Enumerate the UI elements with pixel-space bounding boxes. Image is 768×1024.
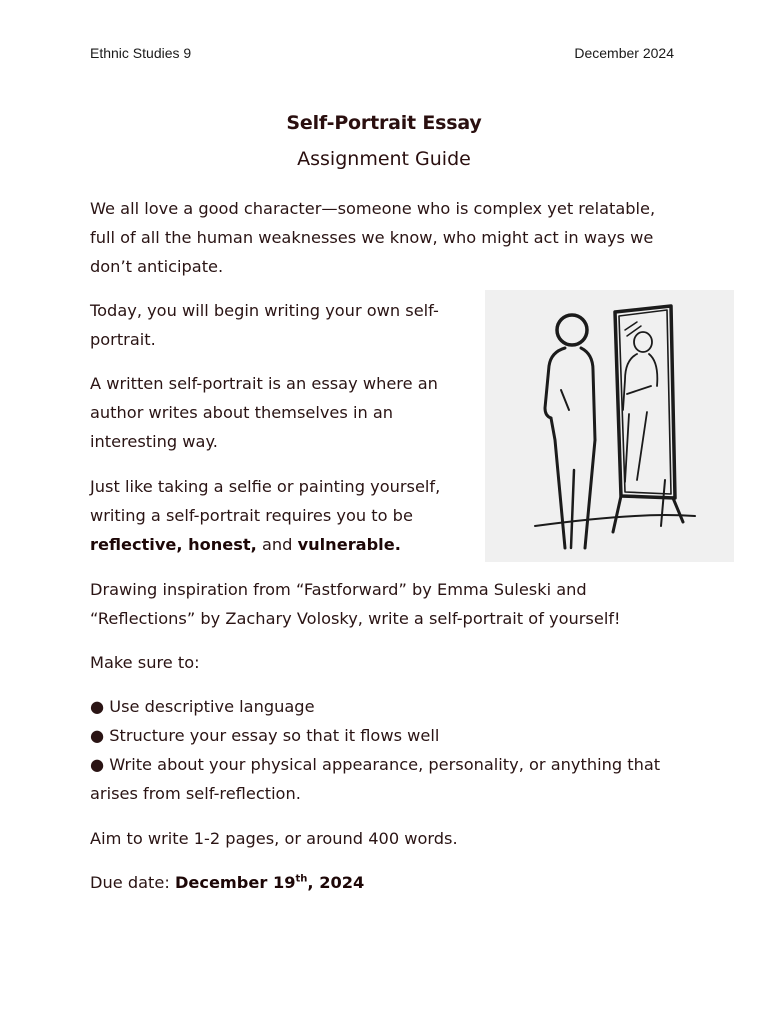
list-item: ● Structure your essay so that it flows well <box>90 726 440 745</box>
selfie-paragraph <box>90 472 450 559</box>
due-date-value <box>175 873 364 892</box>
mirror-illustration <box>485 290 734 562</box>
requirements-list <box>90 692 690 808</box>
due-date-ordinal: th <box>295 873 308 885</box>
header-date: December 2024 <box>574 45 674 61</box>
intro-paragraph: We all love a good character—someone who is complex yet relatable, full of all the human weaknesses we know, who might act in ways we don’t anticipate. <box>90 199 656 276</box>
make-sure-label: Make sure to: <box>90 653 200 672</box>
bold-vulnerable: vulnerable. <box>297 535 401 554</box>
due-date-main: December 19 <box>174 873 296 892</box>
bold-reflective-honest: reflective, honest, <box>90 535 257 554</box>
length-requirement: Aim to write 1-2 pages, or around 400 words. <box>90 829 458 848</box>
due-date-line <box>90 868 690 897</box>
person-looking-in-mirror-icon <box>485 290 734 562</box>
definition-paragraph: A written self-portrait is an essay where an author writes about themselves in an interesting way. <box>90 374 438 451</box>
selfie-text: Just like taking a selfie or painting yourself, writing a self-portrait requires you to be <box>90 477 441 525</box>
course-name: Ethnic Studies 9 <box>90 45 192 61</box>
due-date-year: , 2024 <box>307 873 365 892</box>
list-item: ● Write about your physical appearance, personality, or anything that arises from self-reflection. <box>90 755 661 803</box>
list-item: ● Use descriptive language <box>90 697 315 716</box>
document-title: Self-Portrait Essay <box>286 112 482 134</box>
today-paragraph: Today, you will begin writing your own self-portrait. <box>90 301 439 349</box>
and-text: and <box>256 535 298 554</box>
document-subtitle: Assignment Guide <box>297 148 471 170</box>
due-date-label: Due date: <box>90 873 175 892</box>
inspiration-paragraph: Drawing inspiration from “Fastforward” by Emma Suleski and “Reflections” by Zachary Volosky, write a self-portrait of yourself! <box>90 580 621 628</box>
